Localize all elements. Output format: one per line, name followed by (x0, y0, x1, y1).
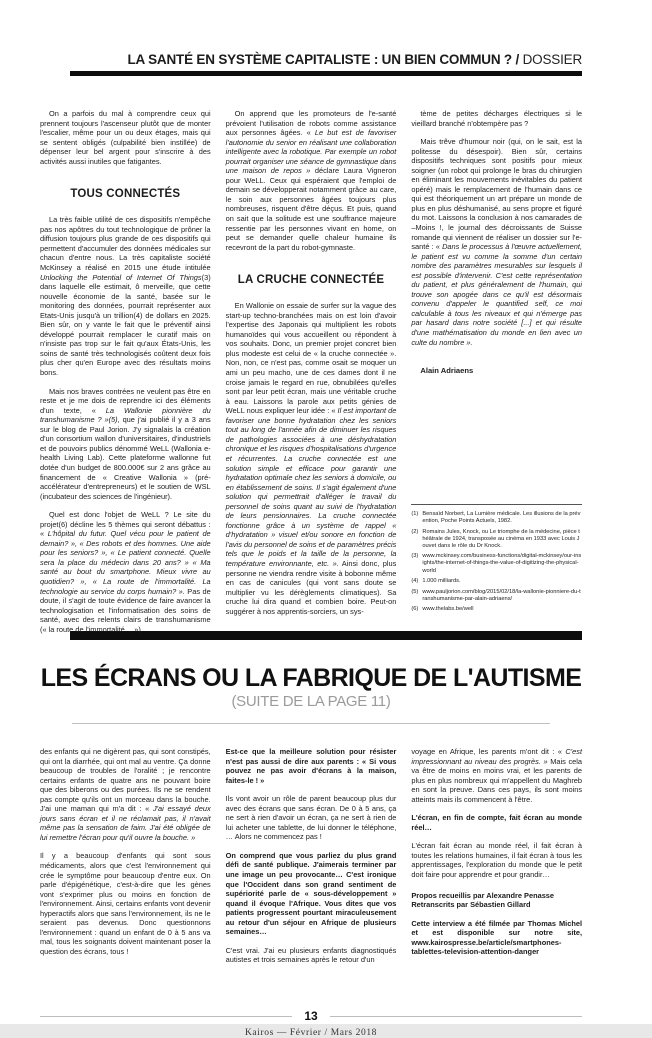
footnote-number: (5) (411, 588, 419, 595)
author-byline: Alain Adriaens (420, 366, 474, 376)
paragraph-text: , que j'ai publié il y a 3 ans sur le blog de Paul Jorion. J'y signalais la création d'un consortium wallon d'universitaires, d'industriels et de pouvoirs publics dénommé WeLL (Wallonia e-health Living Lab). Cette plateforme wallonne fut dotée d'un budget de 800.000€ sur 2 ans grâce au financement de « Creative Wallonia » (pré-accélérateur d'entrepreneurs) et le soutien de WSL (incubateur des sciences de l'ingénieur). (40, 415, 211, 501)
paragraph-text: Mais nos braves contrées ne veulent pas être en reste et je me dois de reprendre ici des éléments d'un texte, « (40, 386, 211, 415)
paragraph (40, 215, 211, 377)
footnote-text: Romains Jules, Knock, ou Le triomphe de la médecine, pièce théâtrale de 1924, transposée au cinéma en 1933 avec Louis Jouvet dans le rôle du Dr Knock. (422, 528, 580, 549)
article2-header (40, 664, 582, 724)
footnote-text: www.mckinsey.com/business-functions/digital-mckinsey/our-insights/the-internet-of-things-the-value-of-digitizing-the-physical-world (422, 553, 582, 574)
page-number: 13 (304, 1009, 318, 1023)
paragraph-text: déclare Laura Vigneron pour WeLL. Ceux qui espéraient que l'emploi de demain se développerait notamment grâce au care, le soin aux personnes âgées toujours plus nombreuses, risquent d'être déçus. Et puis, quand on sait que la solitude est une souffrance majeure ressentie par les personnes vivant en home, on peut se demander quelle chaleur humaine ils recevront de la part du robot-gymnaste. (225, 166, 397, 252)
footnote (411, 553, 582, 574)
italic-quote: Dans le processus à l'œuvre actuellement, le patient est vu comme la somme d'un certain nombre des paramètres mesurables sur lesquels il est possible d'intervenir. C'est cette représentation du patient, et plus généralement de l'humain, qui trouve son apogée dans ce qu'il est désormais convenu d'appeler le quantified self, ce moi calculable à tous les niveaux et qui n'émerge pas par hasard dans notre société [...] et qui résulte d'une mathématisation du monde en lien avec un culte du nombre ». (411, 242, 583, 347)
folio-rule-left (40, 1016, 292, 1017)
credit-line: Propos recueillis par Alexandre Penasse (411, 890, 555, 900)
footnote-number: (6) (411, 606, 419, 613)
paragraph-text: Pas de doute, il s'agit de toute évidence de faire avancer la technologisation et l'informatisation des soins de santé, avec des relents clairs de transhumanisme (« la route de l'immortalité… »). (40, 586, 211, 634)
interview-answer (226, 946, 397, 965)
paragraph-text: (3) dans laquelle elle estimait, ô merveille, que cette nouvelle économie de la santé, basée sur le monitoring des données, pourrait représenter aux Etats-Unis jusqu'à un trillion(4) de dollars en 2025. Bien sûr, on y vante le fait que le préventif ainsi développé pourrait remplacer le curatif mais on n'insiste pas trop sur le fait qu'aux États-Unis, les soins de santé très technologisés coûtent deux fois plus cher qu'en Europe avec des résultats moins bons. (40, 272, 211, 378)
paragraph-text: Mais trêve d'humour noir (qui, on le sait, est la politesse du désespoir). Bien sûr, certains dispositifs techniques sont positifs pour mieux soigner (un robot qui prolonge le bras du chirurgien en éliminant les mouvements inévitables du patient opéré) mais le remplacement de l'humain dans ce qui est théoriquement un art prépare un monde de plus en plus déshumanisé, au sens propre et figuré du mot. Laissons la conclusion à nos camarades de –Moins !, le journal des décroissants de Suisse romande qui viennent de réaliser un dossier sur l'e-santé : « (411, 137, 583, 252)
paragraph (411, 747, 582, 804)
section-heading-cruche-connectee: LA CRUCHE CONNECTÉE (237, 274, 385, 287)
paragraph (226, 301, 397, 616)
footnote-text: Bensaïd Norbert, La Lumière médicale. Les illusions de la prévention, Poche Points Actuels, 1982. (422, 510, 581, 524)
footnotes-block (411, 504, 582, 617)
article2-column-1 (40, 747, 211, 997)
credits-block (411, 891, 582, 910)
paragraph-text: C'est vrai. J'ai eu plusieurs enfants diagnostiqués autistes et trois semaines après le retour d'un (225, 945, 397, 965)
article2-title-suffix: (SUITE DE LA PAGE 11) (231, 693, 391, 710)
paragraph-text: tème de petites décharges électriques si le vieillard branché n'obtempère pas ? (411, 109, 583, 128)
page-folio (40, 1009, 582, 1023)
article2 (40, 747, 582, 997)
italic-quote: L'hôpital du futur. Quel vécu pour le patient de demain? », « Des robots et des hommes. Une aide pour les seniors? », « Le patient connecté. Quelle sera la place du médecin dans 20 ans? » « Ma santé au bout du smartphone. Mieux vivre au quotidien? », « La route de l'immortalité. La technologie au service du corps humain? ». (40, 529, 211, 596)
kicker-title: LA SANTÉ EN SYSTÈME CAPITALISTE : UN BIEN COMMUN ? / (127, 52, 520, 67)
folio-rule-right (330, 1016, 582, 1017)
footnote (411, 606, 582, 613)
article2-title: LES ÉCRANS OU LA FABRIQUE DE L'AUTISME (40, 664, 582, 692)
paragraph-text: Quel est donc l'objet de WeLL ? Le site du projet(6) décline les 5 thèmes qui seront débattus : « (40, 510, 211, 539)
paragraph (40, 747, 211, 842)
paragraph-text: On apprend que les promoteurs de l'e-santé prévoient l'utilisation de robots comme assistance aux personnes âgées. « (225, 109, 397, 138)
footnote-number: (3) (411, 553, 419, 560)
italic-quote: Il est important de favoriser une bonne hydratation chez les seniors tout au long de l'année afin de diminuer les risques de pathologies associées à une déshydratation chronique et les risques d'hospitalisations d'urgence et récurrentes. La cruche connectée est une solution simple et efficace pour garantir une hydratation optimale chez les seniors à domicile, ou en établissement de soins. Il s'agit également d'une solution qui permettrait d'alléger le travail du personnel de soins quant au suivi de l'hydratation de leurs pensionnaires. La cruche connectée fonctionne grâce à un système de rappel « d'hydratation » visuel et/ou sonore en fonction de l'avis du personnel de soins et de paramètres précis tels que le poids et la taille de la personne, la température environnante, etc. ». (225, 406, 397, 568)
article1-column-1 (40, 109, 211, 634)
paragraph (40, 387, 211, 502)
article1-column-2 (226, 109, 397, 617)
credit-line: Retranscrits par Sébastien Gillard (411, 900, 531, 910)
italic-quote: J'ai essayé deux jours sans écran et il ne réclamait pas, il n'avait même pas la sensation de faim. J'ai été obligée de lui remettre l'écran pour qu'il ouvre la bouche. » (40, 804, 211, 842)
italic-title: La Wallonie pionnière du transhumanisme ? »(5) (40, 405, 211, 425)
paragraph-text: On a parfois du mal à comprendre ceux qui prennent toujours l'ascenseur plutôt que de monter l'escalier, même pour un ou deux étages, mais qui se sentent obligés (culpabilité bien instillée) de dépenser leur bel argent pour s'inscrire à des activités aussi inutiles que fatigantes. (40, 109, 211, 166)
italic-quote: Le but est de favoriser l'autonomie du senior en réalisant une collaboration intelligente avec la robotique. Par exemple un robot pourrait organiser une séance de gymnastique dans une maison de repos » (225, 128, 397, 176)
italic-title: Unlocking the Potential of Internet Of Things (40, 272, 202, 282)
paragraph (40, 510, 211, 634)
paragraph (40, 851, 211, 956)
paragraph-text: En Wallonie on essaie de surfer sur la vague des start-up techno-branchées mais on est loin d'avoir l'expertise des Japonais qui multiplient les robots humanoïdes qui vous accueillent ou répondent à vos souhaits. Donc, un premier projet concret bien plus modeste est celui de « la cruche connectée ». Non, non, ce n'est pas, comme osait se moquer un ami un peu macho, une de ces dames dont il ne croise jamais le regard en rue, obnubilées qu'elles sont par leur petit écran, mais une véritable cruche à eau. Laissons la parole aux petits génies de WeLL nous expliquer leur idée : « (225, 301, 397, 416)
paragraph-text: Ils vont avoir un rôle de parent beaucoup plus dur avec des écrans que sans écran. De 0 à 5 ans, ça ne sert à rien d'avoir un écran, ça ne sert à rien de lui acheter une tablette, de lui donner le téléphone, … Alors ne commencez pas ! (225, 794, 397, 842)
header-rule (70, 71, 582, 76)
footnote-text: www.pauljorion.com/blog/2015/02/18/la-wallonie-pionniere-du-transhumanisme-par-alain-adriaens/ (422, 588, 581, 602)
footnote-number: (4) (411, 578, 419, 585)
paragraph (226, 109, 397, 252)
footnote (411, 578, 582, 585)
article2-title-rule (72, 723, 550, 724)
journal-imprint: Kairos — Février / Mars 2018 (244, 1028, 378, 1038)
footnote (411, 589, 582, 603)
paragraph-text: des enfants qui ne digèrent pas, qui sont constipés, qui ont la diarrhée, qui ont mal au ventre. Ça donne beaucoup de troubles de l'oralité ; je rencontre certains enfants de quatre ans ne pouvant boire que des biberons ou des purées. Ils ne se rendent pas compte qu'ils ont un morceau dans la bouche. J'ai une maman qui m'a dit : « (40, 747, 211, 814)
paragraph-text: L'écran fait écran au monde réel, il fait écran à toutes les relations humaines, il fait écran à tous les apprentissages, l'exploration du monde que le petit doit faire pour apprendre et pour grandir… (411, 841, 583, 880)
paragraph-text: Il y a beaucoup d'enfants qui sont sous médicaments, alors que c'est l'environnement qui crée le symptôme pour beaucoup d'entre eux. On parle d'épigénétique, c'est-à-dire que les gènes vont s'exprimer plus ou moins en fonction de l'environnement. Ainsi, certains enfants vont devenir hyperactifs alors que sans l'environnement, ils ne le seraient pas devenus. Donc questionnons l'environnement : quand un enfant de 0 à 5 ans va mal, tous les soignants doivent maintenant poser la question des écrans, tous ! (40, 851, 211, 956)
paragraph-text: voyage en Afrique, les parents m'ont dit : « (411, 747, 566, 756)
footnote-number: (2) (411, 528, 419, 535)
article1-column-3 (411, 109, 582, 617)
footnote-text: 1.000 milliards. (422, 578, 461, 585)
kicker-section-label: DOSSIER (519, 52, 582, 67)
section-heading-tous-connectes: TOUS CONNECTÉS (70, 188, 181, 201)
footnote-text: www.thelabs.be/well (422, 606, 474, 613)
footnote (411, 511, 582, 525)
paragraph-text: La très faible utilité de ces dispositifs n'empêche pas nos apôtres du tout technologique de prôner la diffusion toujours plus grande de ces dispositifs qui permettent d'accumuler des données médicales sur chacun d'entre nous. La très capitaliste société McKinsey a réalisé en 2015 une étude intitulée (40, 215, 211, 273)
italic-quote: C'est impressionnant au niveau des progrès. » (411, 747, 583, 766)
video-note: Cette interview a été filmée par Thomas Michel et est disponible sur notre site, www.kairospresse.be/article/smartphones-tablettes-television-attention-danger (411, 918, 583, 957)
paragraph (40, 109, 211, 166)
paragraph (411, 841, 582, 879)
paragraph (411, 109, 582, 128)
paragraph (411, 137, 582, 347)
paragraph-text: Mais cela va être de moins en moins vrai, et les parents de plus en plus nombreux qui m'appellent du Maghreb en sont la preuve. Dans ces pays, ils sont moins atteints mais ils commencent à l'être. (411, 756, 583, 804)
article2-column-3 (411, 747, 582, 997)
footnote-number: (1) (411, 510, 419, 517)
article1 (40, 109, 583, 634)
dossier-kicker (40, 52, 582, 67)
footnote (411, 529, 582, 550)
interview-question: On comprend que vous parliez du plus grand défi de santé publique. J'aimerais terminer par une image un peu provocante… C'est ironique que l'Occident dans son grand sentiment de supériorité parle de « sous-développement » quand il évoque l'Afrique. Vous dites que vos patients progressent pourtant miraculeusement au retour d'un séjour en Afrique de plusieurs semaines… (225, 850, 397, 937)
interview-question: Est-ce que la meilleure solution pour résister n'est pas aussi de dire aux parents : « Si vous pouvez ne pas avoir d'écrans à la maison, faites-le ! » (225, 747, 397, 785)
article2-column-2 (226, 747, 397, 997)
paragraph-text: Ainsi donc, plus personne ne viendra rendre visite à bobonne même en cas de canicules (qui vont sans doute se multiplier vu les dérèglements climatiques). Sa cruche lui dira quand et combien boire. Peut-on suggérer à nos apprentis-sorciers, un sys- (225, 558, 397, 616)
interview-answer (226, 794, 397, 842)
interview-subhead: L'écran, en fin de compte, fait écran au monde réel… (411, 813, 583, 832)
